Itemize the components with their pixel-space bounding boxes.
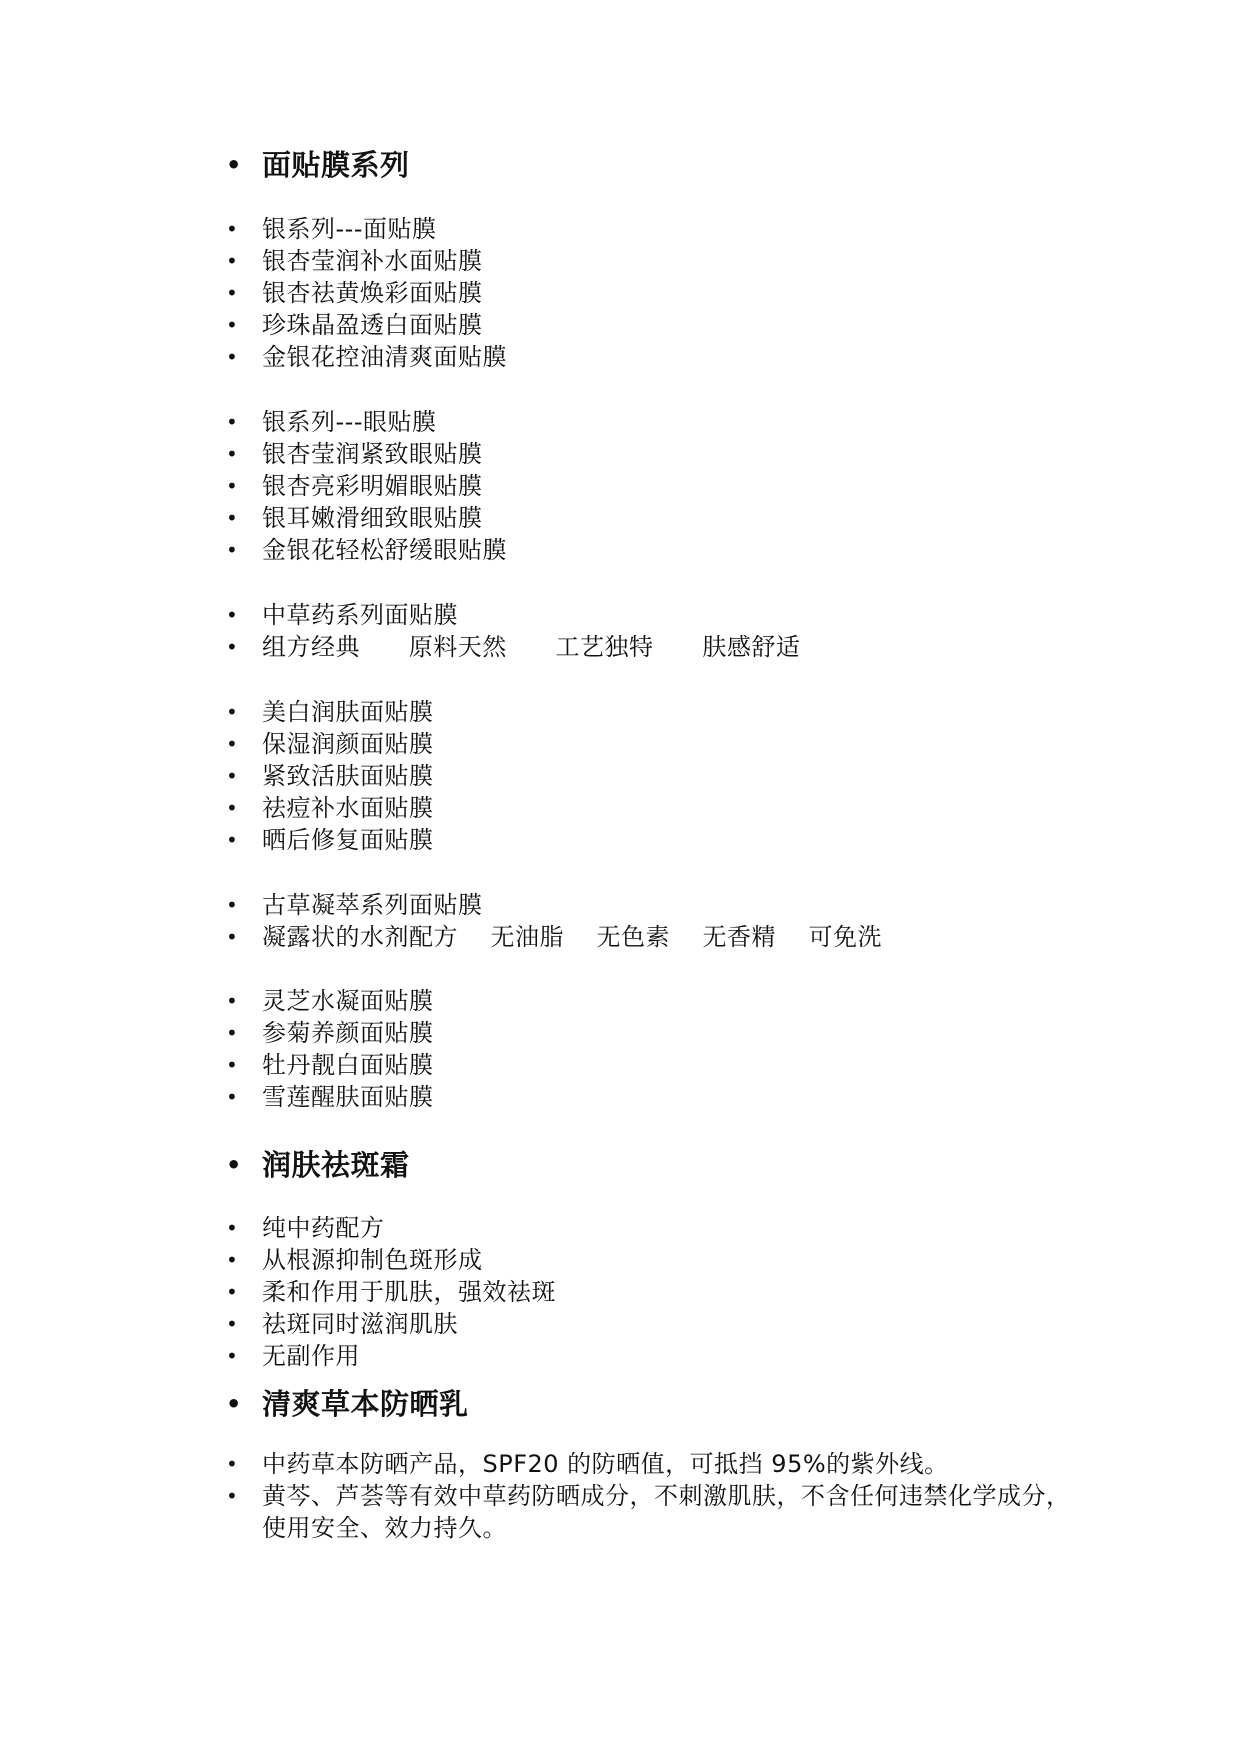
bullet-icon: • xyxy=(226,764,238,788)
bullet-icon: • xyxy=(226,281,238,305)
bullet-icon: • xyxy=(226,1280,238,1304)
heading-text: 清爽草本防晒乳 xyxy=(262,1387,469,1421)
bullet-icon: • xyxy=(226,732,238,756)
bullet-icon: • xyxy=(226,1151,242,1179)
bullet-icon: • xyxy=(226,1484,238,1508)
list-item-text: 柔和作用于肌肤，强效祛斑 xyxy=(262,1278,556,1306)
bullet-icon: • xyxy=(226,1216,238,1240)
list-item-text: 雪莲醒肤面贴膜 xyxy=(262,1083,434,1111)
list-item-text: 银杏亮彩明媚眼贴膜 xyxy=(262,472,483,500)
list-item-text: 组方经典 原料天然 工艺独特 肤感舒适 xyxy=(262,633,801,661)
list-item-text: 美白润肤面贴膜 xyxy=(262,698,434,726)
bullet-icon: • xyxy=(226,410,238,434)
bullet-icon: • xyxy=(226,1452,238,1476)
bullet-icon: • xyxy=(226,1312,238,1336)
list-item-text: 灵芝水凝面贴膜 xyxy=(262,987,434,1015)
list-item-text: 黄芩、芦荟等有效中草药防晒成分，不刺激肌肤，不含任何违禁化学成分，使用安全、效力持久。 xyxy=(262,1482,1071,1542)
list-item-text: 从根源抑制色斑形成 xyxy=(262,1246,483,1274)
list-item-text: 金银花控油清爽面贴膜 xyxy=(262,343,507,371)
bullet-icon: • xyxy=(226,474,238,498)
bullet-icon: • xyxy=(226,1390,242,1418)
list-item-text: 银杏莹润紧致眼贴膜 xyxy=(262,440,483,468)
list-item-text: 中药草本防晒产品，SPF20 的防晒值，可抵挡 95%的紫外线。 xyxy=(262,1450,949,1478)
heading-text: 面贴膜系列 xyxy=(262,148,410,182)
bullet-icon: • xyxy=(226,925,238,949)
bullet-icon: • xyxy=(226,538,238,562)
list-item-text: 珍珠晶盈透白面贴膜 xyxy=(262,311,483,339)
list-item-text: 牡丹靓白面贴膜 xyxy=(262,1051,434,1079)
bullet-icon: • xyxy=(226,828,238,852)
bullet-icon: • xyxy=(226,506,238,530)
bullet-icon: • xyxy=(226,313,238,337)
list-item-text: 银系列---面贴膜 xyxy=(262,215,437,243)
list-item-text: 无副作用 xyxy=(262,1342,360,1370)
list-item-text: 银系列---眼贴膜 xyxy=(262,408,437,436)
bullet-icon: • xyxy=(226,1344,238,1368)
bullet-icon: • xyxy=(226,442,238,466)
bullet-icon: • xyxy=(226,1085,238,1109)
bullet-icon: • xyxy=(226,151,242,179)
bullet-icon: • xyxy=(226,217,238,241)
bullet-icon: • xyxy=(226,635,238,659)
list-item-text: 紧致活肤面贴膜 xyxy=(262,762,434,790)
bullet-icon: • xyxy=(226,603,238,627)
list-item-text: 保湿润颜面贴膜 xyxy=(262,730,434,758)
bullet-icon: • xyxy=(226,989,238,1013)
list-item-text: 晒后修复面贴膜 xyxy=(262,826,434,854)
list-item-text: 古草凝萃系列面贴膜 xyxy=(262,891,483,919)
bullet-icon: • xyxy=(226,1248,238,1272)
list-item-text: 银耳嫩滑细致眼贴膜 xyxy=(262,504,483,532)
list-item-text: 纯中药配方 xyxy=(262,1214,385,1242)
bullet-icon: • xyxy=(226,1053,238,1077)
bullet-icon: • xyxy=(226,249,238,273)
list-item-text: 银杏祛黄焕彩面贴膜 xyxy=(262,279,483,307)
bullet-icon: • xyxy=(226,345,238,369)
list-item-text: 银杏莹润补水面贴膜 xyxy=(262,247,483,275)
bullet-icon: • xyxy=(226,796,238,820)
list-item-text: 祛痘补水面贴膜 xyxy=(262,794,434,822)
list-item-text: 祛斑同时滋润肌肤 xyxy=(262,1310,458,1338)
list-item-text: 凝露状的水剂配方 无油脂 无色素 无香精 可免洗 xyxy=(262,923,883,951)
bullet-icon: • xyxy=(226,1021,238,1045)
list-item-text: 中草药系列面贴膜 xyxy=(262,601,458,629)
list-item-text: 金银花轻松舒缓眼贴膜 xyxy=(262,536,507,564)
heading-text: 润肤祛斑霜 xyxy=(262,1148,410,1182)
list-item-text: 参菊养颜面贴膜 xyxy=(262,1019,434,1047)
bullet-icon: • xyxy=(226,700,238,724)
bullet-icon: • xyxy=(226,893,238,917)
